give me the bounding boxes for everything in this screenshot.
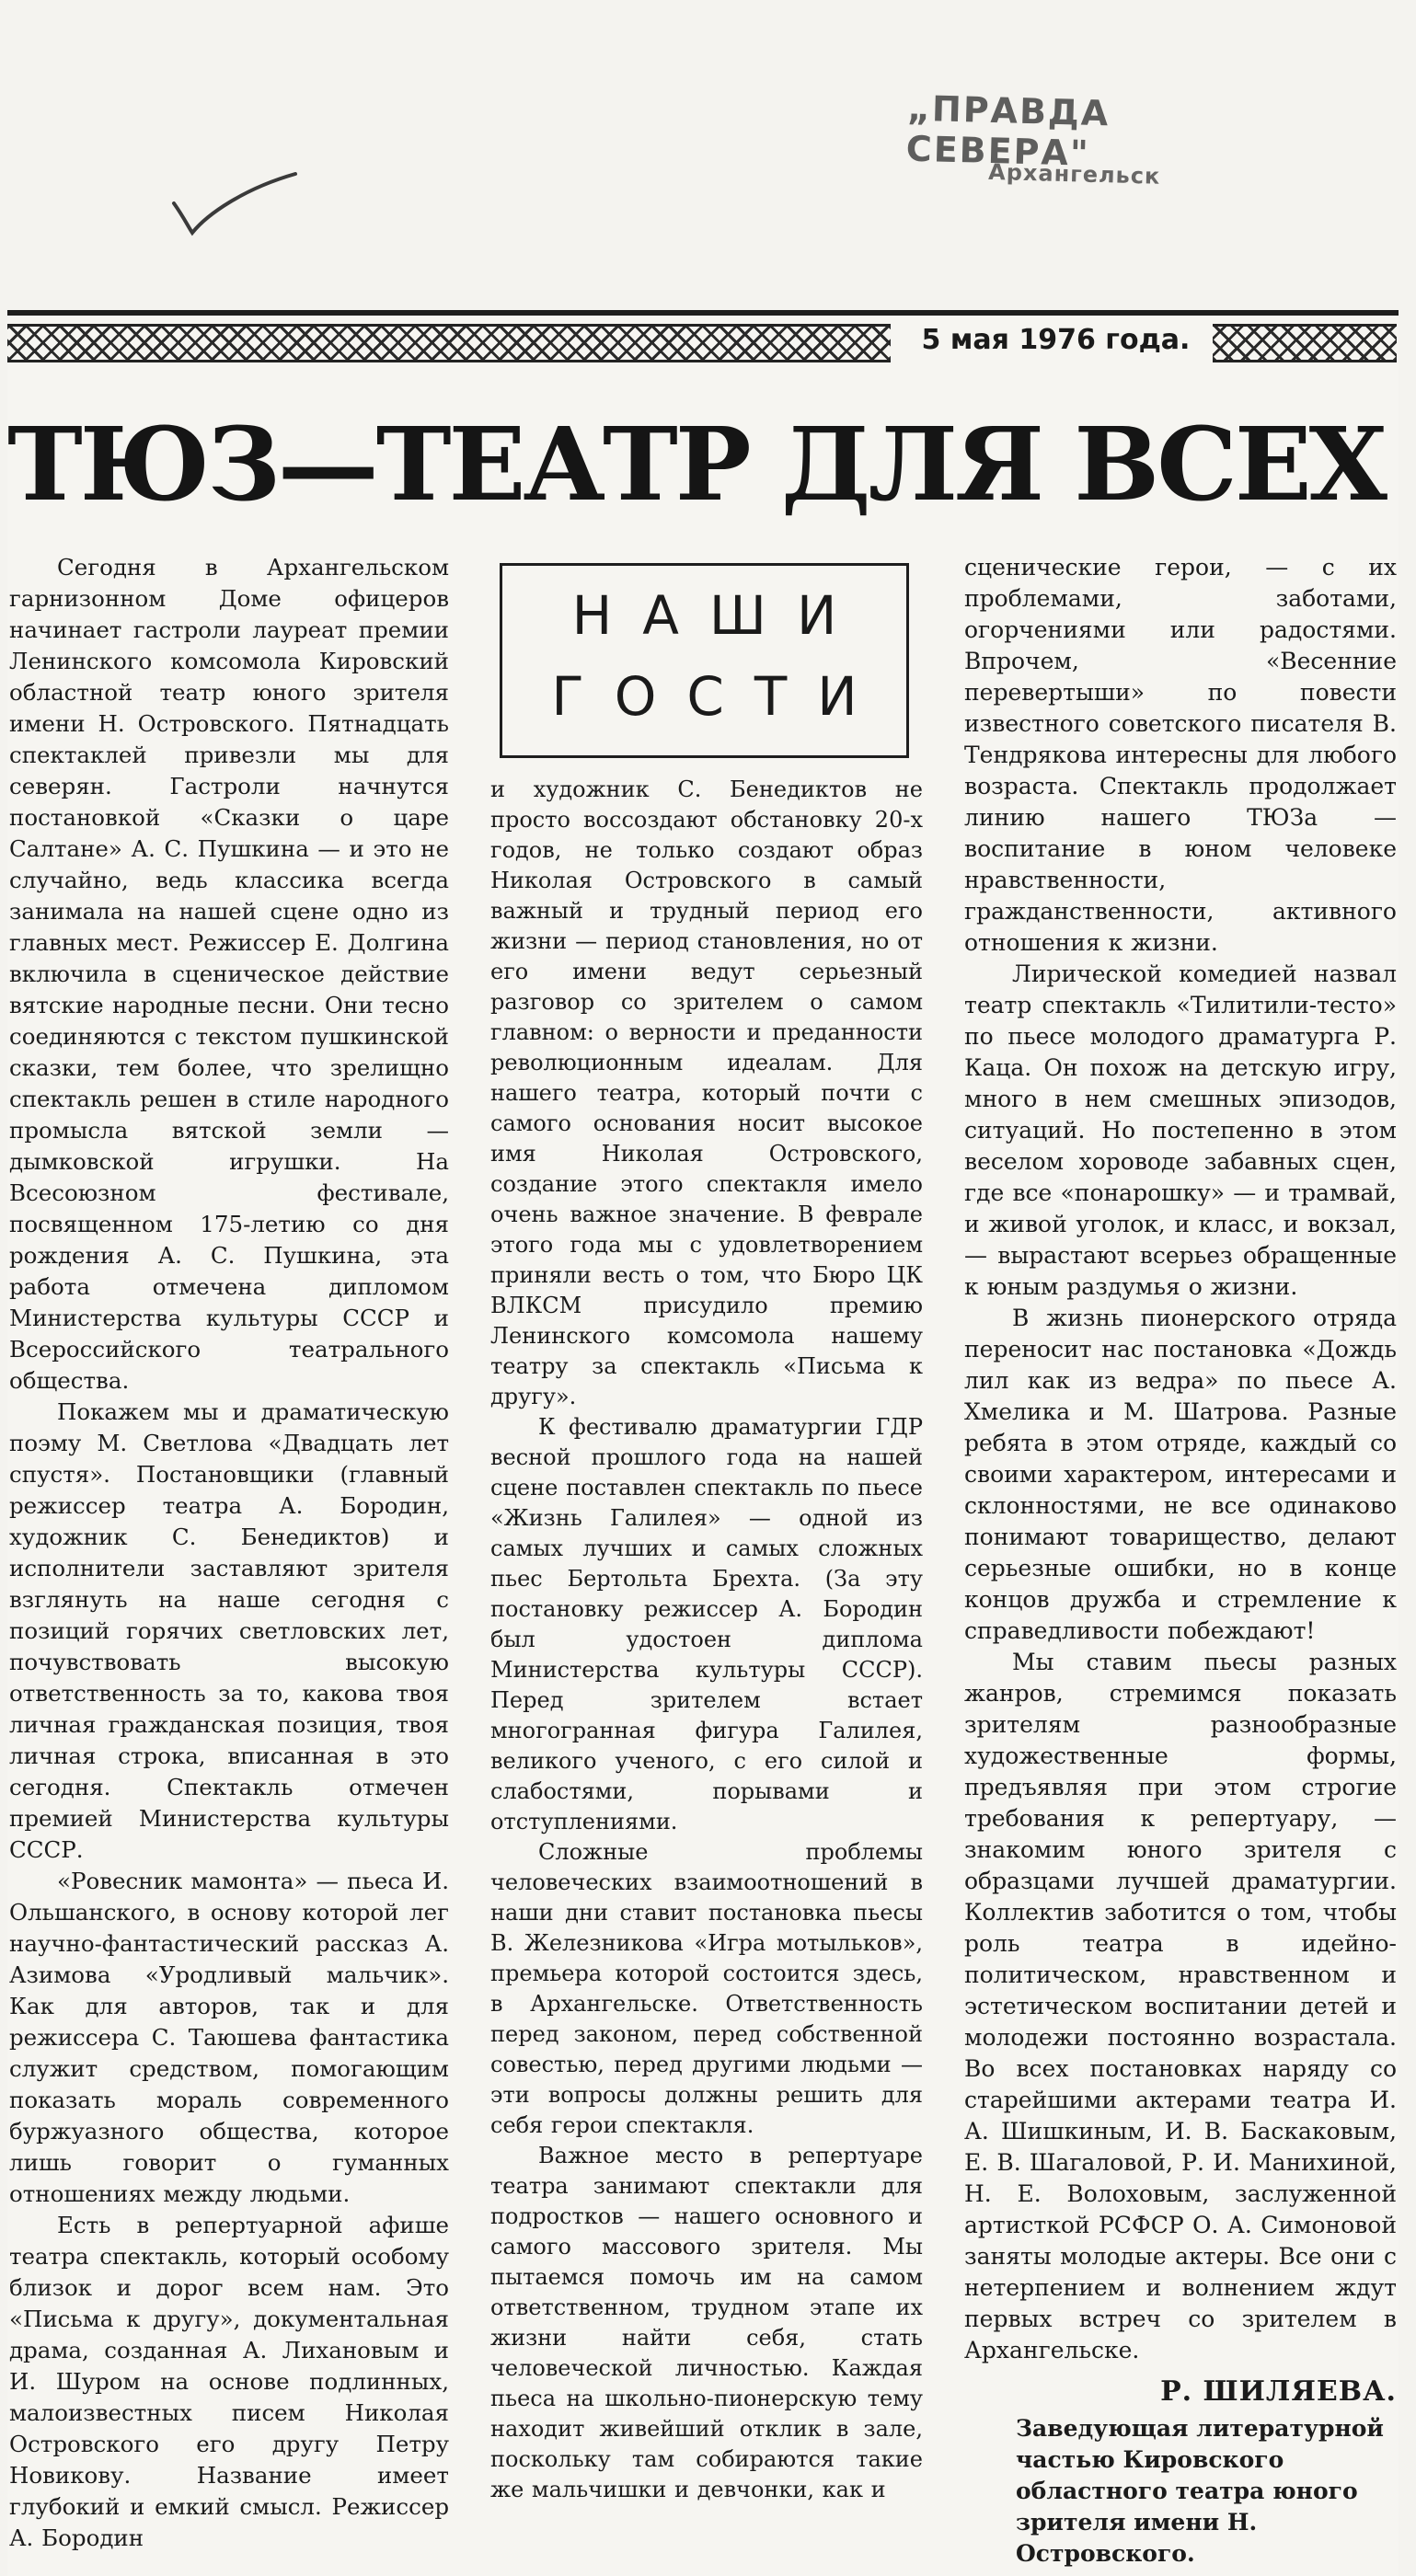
issue-date: 5 мая 1976 года. [921, 324, 1191, 356]
author-name: Р. ШИЛЯЕВА. [1160, 2375, 1397, 2408]
article-headline: ТЮЗ—ТЕАТР ДЛЯ ВСЕХ [7, 405, 1386, 523]
paragraph: К фестивалю драматургии ГДР весной прошлого года на нашей сцене поставлен спектакль по пьесе «Жизнь Галилея» — одной из самых лучших и самых сложных пьес Бертольта Брехта. (За эту постановку режиссер А. Бородин был удостоен диплома Министерства культуры СССР). Перед зрителем встает многогранная фигура Галилея, великого ученого, с его силой и слабостями, порывами и отступлениями. [490, 1414, 923, 1834]
paragraph: Важное место в репертуаре театра занимают спектакли для подростков — нашего основного и самого массового зрителя. Мы пытаемся помочь им на самом ответственном, трудном этапе их жизни найти себя, стать человеческой личностью. Каждая пьеса на школьно-пионерскую тему находит живейший отклик в зале, поскольку там собираются такие же мальчишки и девчонки, как и [490, 2143, 923, 2502]
article-column-2 [490, 775, 923, 2576]
clipping-stamp [895, 87, 1229, 206]
paragraph: сценические герои, — с их проблемами, заботами, огорчениями или радостями. Впрочем, «Весенние перевертыши» по повести известного советского писателя В. Тендрякова интересны для любого возраста. Спектакль продолжает линию нашего ТЮЗа — воспитание в юном человеке нравственности, гражданственности, активного отношения к жизни. [964, 554, 1397, 956]
rubric-line-1: НАШИ [571, 584, 868, 647]
paragraph: Покажем мы и драматическую поэму М. Светлова «Двадцать лет спустя». Постановщики (главный режиссер театра А. Бородин, художник С. Бенедиктов) и исполнители заставляют зрителя взглянуть на наше сегодня с позиций горячих светловских лет, почувствовать высокую ответственность за то, какова твоя личная гражданская позиция, твоя личная строка, вписанная в это сегодня. Спектакль отмечен премией Министерства культуры СССР. [9, 1398, 449, 1863]
ornament-band-right [1213, 324, 1397, 362]
paragraph: Мы ставим пьесы разных жанров, стремимся показать зрителям разнообразные художественные формы, предъявляя при этом строгие требования к репертуару, — знакомим юного зрителя с образцами лучшей драматургии. Коллектив заботится о том, чтобы роль театра в идейно-политическом, нравственном и эстетическом воспитании детей и молодежи постоянно возрастала. Во всех постановках наряду со старейшими актерами театра И. А. Шишкиным, И. В. Баскаковым, Е. В. Шагаловой, Р. И. Маниxиной, Н. Е. Волоховым, заслуженной артисткой РСФСР О. А. Симоновой заняты молодые актеры. Все они с нетерпением и волнением ждут первых встреч со зрителем в Архангельске. [964, 1649, 1397, 2363]
stamp-city: Архангельск [987, 158, 1161, 190]
author-position: Заведующая литературной частью Кировского областного театра юного зрителя имени Н. Островского. [1016, 2415, 1384, 2567]
paragraph: В жизнь пионерского отряда переносит нас постановка «Дождь лил как из ведра» по пьесе А. Хмелика и М. Шатрова. Разные ребята в этом отряде, каждый со своими характером, интересами и склонностями, не все одинаково понимают товарищество, делают серьезные ошибки, но в конце концов дружба и стремление к справедливости побеждают! [964, 1305, 1397, 1644]
top-rule [7, 310, 1399, 316]
paragraph: и художник С. Бенедиктов не просто воссоздают обстановку 20-х годов, не только создают образ Николая Островского в самый важный и трудный период его жизни — период становления, но от его имени ведут серьезный разговор со зрителем о самом главном: о верности и преданности революционным идеалам. Для нашего театра, который почти с самого основания носит высокое имя Николая Островского, создание этого спектакля имело очень важное значение. В феврале этого года мы с удовлетворением приняли весть о том, что Бюро ЦК ВЛКСМ присудило премию Ленинского комсомола нашему театру за спектакль «Письма к другу». [490, 776, 923, 1409]
paragraph: Есть в репертуарной афише театра спектакль, который особому близок и дорог всем нам. Это «Письма к другу», документальная драма, созданная А. Лихановым и И. Шуром на основе подлинных, малоизвестных писем Николая Островского его другу Петру Новикову. Название имеет глубокий и емкий смысл. Режиссер А. Бородин [9, 2212, 449, 2551]
checkmark-icon [170, 170, 299, 244]
article-column-1 [9, 552, 449, 2576]
paragraph: «Ровесник мамонта» — пьеса И. Ольшанского, в основу которой лег научно-фантастический рассказ А. Азимова «Уродливый мальчик». Как для авторов, так и для режиссера С. Таюшева фантастика служит средством, помогающим показать мораль современного буржуазного общества, которое лишь говорит о гуманных отношениях между людьми. [9, 1868, 449, 2207]
paragraph: Лирической комедией назвал театр спектакль «Тилитили-тесто» по пьесе молодого драматурга Р. Каца. Он похож на детскую игру, много в нем смешных эпизодов, ситуаций. Но постепенно в этом веселом хороводе забавных сцен, где все «понарошку» — и трамвай, и живой уголок, и класс, и вокзал, — вырастают всерьез обращенные к юным раздумья о жизни. [964, 960, 1397, 1300]
stamp-newspaper-name: „ПРАВДА СЕВЕРА" [905, 87, 1111, 174]
paragraph: Сложные проблемы человеческих взаимоотношений в наши дни ставит постановка пьесы В. Железникова «Игра мотыльков», премьера которой состоится здесь, в Архангельске. Ответственность перед законом, перед собственной совестью, перед другими людьми — эти вопросы должны решить для себя герои спектакля. [490, 1839, 923, 2138]
paragraph: Сегодня в Архангельском гарнизонном Доме офицеров начинает гастроли лауреат премии Ленинского комсомола Кировский областной театр юного зрителя имени Н. Островского. Пятнадцать спектаклей привезли мы для северян. Гастроли начнутся постановкой «Сказки о царе Салтане» А. С. Пушкина — и это не случайно, ведь классика всегда занимала на нашей сцене одно из главных мест. Режиссер Е. Долгина включила в сценическое действие вятские народные песни. Они тесно соединяются с текстом пушкинской сказки, тем более, что зрелищно спектакль решен в стиле народного промысла вятской земли — дымковской игрушки. На Всесоюзном фестивале, посвященном 175-летию со дня рождения А. С. Пушкина, эта работа отмечена дипломом Министерства культуры СССР и Всероссийского театрального общества. [9, 554, 449, 1394]
ornament-band-left [7, 324, 891, 362]
article-column-3 [964, 552, 1397, 2576]
rubric-line-2: ГОСТИ [551, 665, 888, 728]
rubric-box [500, 563, 909, 758]
